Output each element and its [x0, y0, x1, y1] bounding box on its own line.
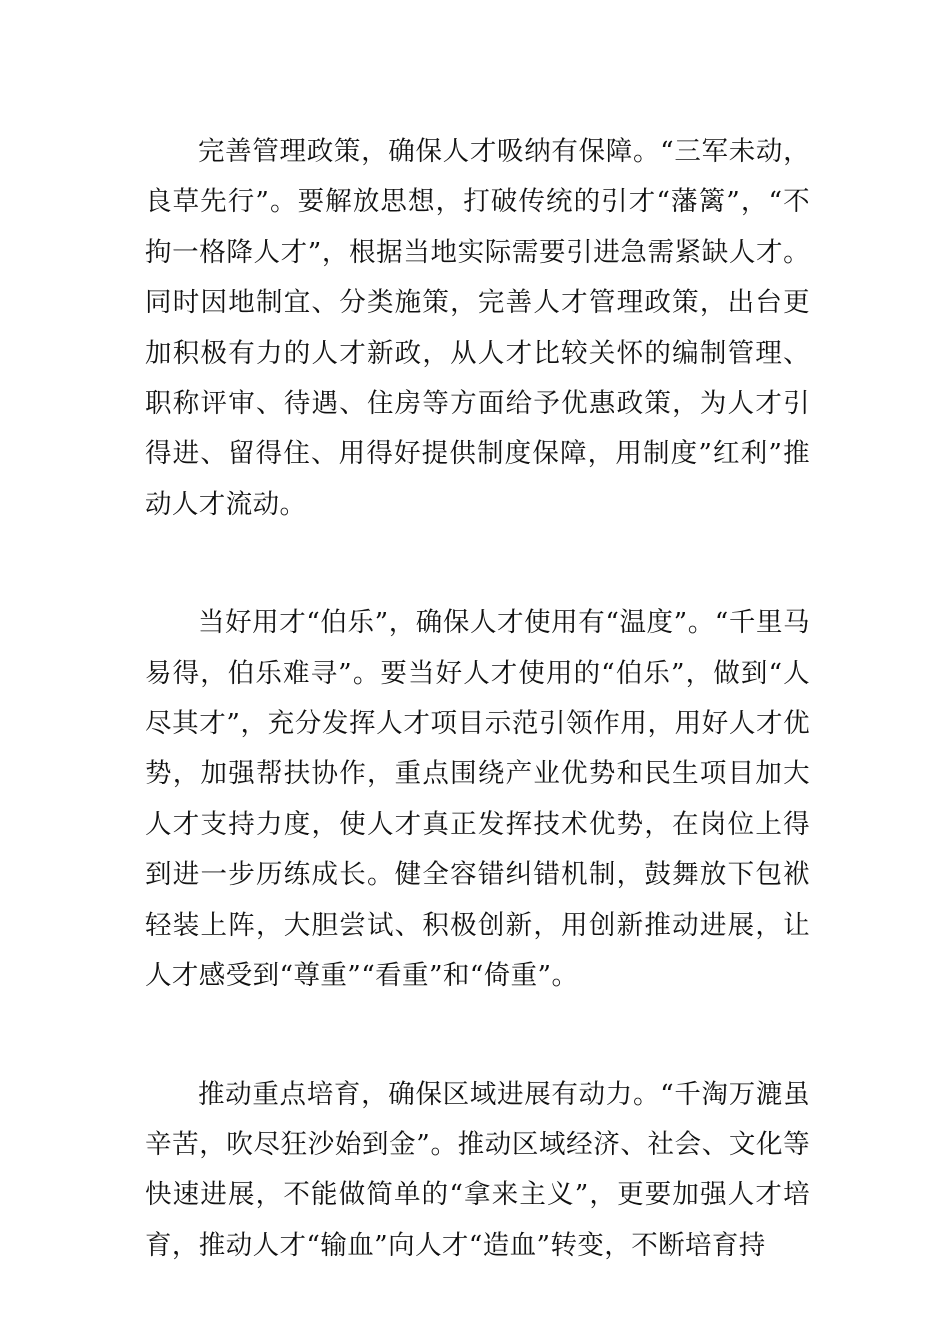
- document-body: [145, 127, 810, 1271]
- paragraph-talent-policy: 完善管理政策，确保人才吸纳有保障。“三军未动，良草先行”。要解放思想，打破传统的引才“藩篱”，“不拘一格降人才”，根据当地实际需要引进急需紧缺人才。同时因地制宜、分类施策，完善人才管理政策，出台更加积极有力的人才新政，从人才比较关怀的编制管理、职称评审、待遇、住房等方面给予优惠政策，为人才引得进、留得住、用得好提供制度保障，用制度”红利”推动人才流动。: [145, 136, 810, 520]
- paragraph-talent-usage: 当好用才“伯乐”，确保人才使用有“温度”。“千里马易得，伯乐难寻”。要当好人才使用的“伯乐”，做到“人尽其才”，充分发挥人才项目示范引领作用，用好人才优势，加强帮扶协作，重点围绕产业优势和民生项目加大人才支持力度，使人才真正发挥技术优势，在岗位上得到进一步历练成长。健全容错纠错机制，鼓舞放下包袱轻装上阵，大胆尝试、积极创新，用创新推动进展，让人才感受到“尊重”“看重”和“倚重”。: [145, 607, 810, 992]
- paragraph-talent-cultivation: 推动重点培育，确保区域进展有动力。“千淘万漉虽辛苦，吹尽狂沙始到金”。推动区域经济、社会、文化等快速进展，不能做简单的“拿来主义”，更要加强人才培育，推动人才“输血”向人才“造血”转变，不断培育持: [145, 1078, 810, 1261]
